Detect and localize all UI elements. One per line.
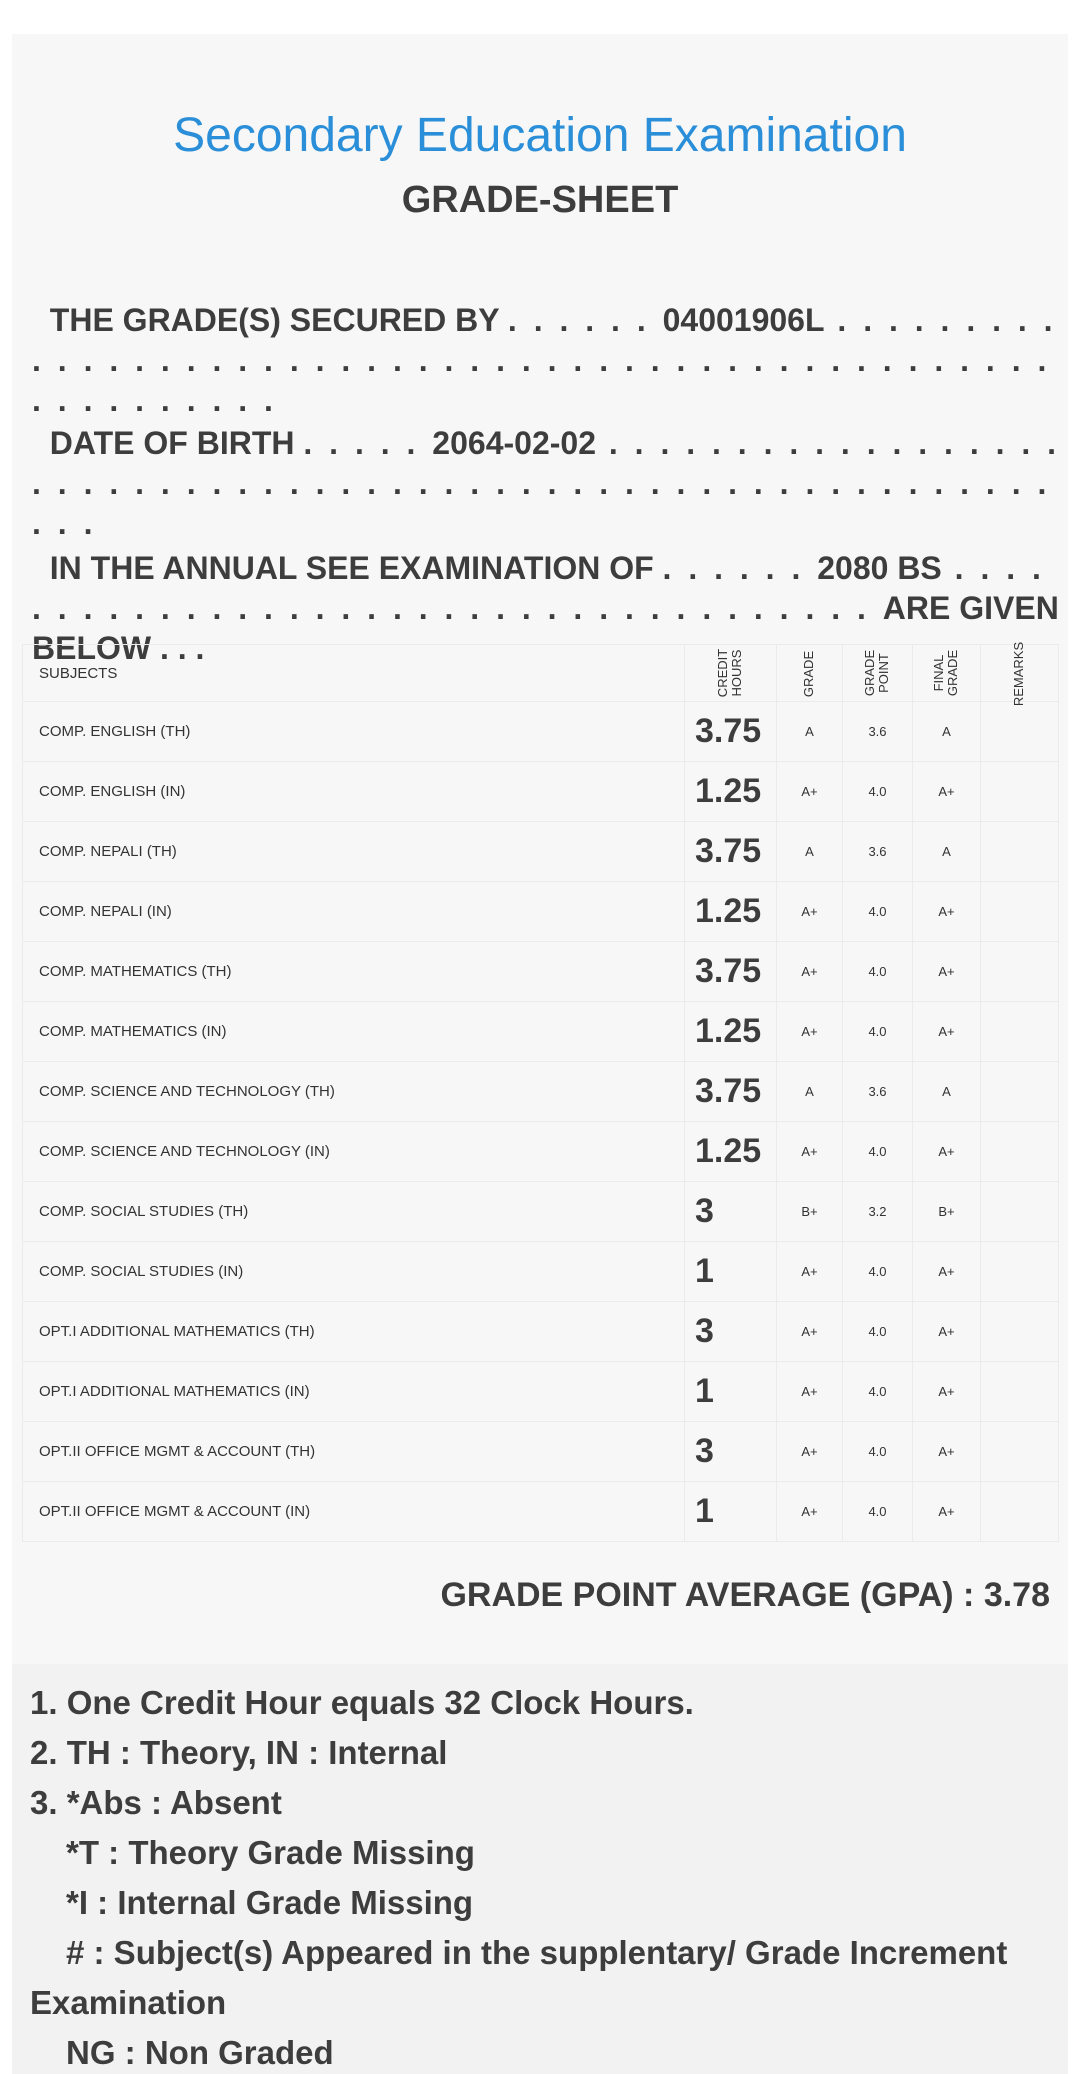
credit-hours-cell: 3 — [685, 1302, 777, 1362]
remarks-cell — [981, 762, 1059, 822]
final-grade-cell: B+ — [913, 1182, 981, 1242]
final-grade-cell: A+ — [913, 1362, 981, 1422]
credit-hours-cell: 1.25 — [685, 1122, 777, 1182]
credit-hours-cell: 1 — [685, 1242, 777, 1302]
remarks-cell — [981, 1422, 1059, 1482]
subject-cell: COMP. ENGLISH (TH) — [23, 702, 685, 762]
final-grade-cell: A+ — [913, 1422, 981, 1482]
gpa-summary: GRADE POINT AVERAGE (GPA) : 3.78 — [440, 1576, 1050, 1614]
subject-cell: COMP. SCIENCE AND TECHNOLOGY (TH) — [23, 1062, 685, 1122]
header-grade-point: GRADE POINT — [843, 645, 913, 702]
note-item: *T : Theory Grade Missing — [66, 1834, 475, 1871]
credit-hours-cell: 3.75 — [685, 1062, 777, 1122]
table-row — [23, 1122, 1059, 1182]
final-grade-cell: A+ — [913, 1482, 981, 1542]
final-grade-cell: A+ — [913, 1122, 981, 1182]
table-row — [23, 882, 1059, 942]
grade-cell: A — [777, 1062, 843, 1122]
final-grade-cell: A — [913, 1062, 981, 1122]
grade-cell: A+ — [777, 1422, 843, 1482]
credit-hours-cell: 3 — [685, 1182, 777, 1242]
subject-cell: COMP. SCIENCE AND TECHNOLOGY (IN) — [23, 1122, 685, 1182]
secured-by-line: THE GRADE(S) SECURED BY . . . . . . 04001906L . . . . . . . . . . . . . . . . . . . . . . . . . . . . . . . . . . . . . . . . . . . . . . . . . . . . . . . . . . . — [32, 302, 1057, 418]
table-row — [23, 942, 1059, 1002]
note-item: NG : Non Graded — [66, 2034, 334, 2071]
grade-point-cell: 4.0 — [843, 942, 913, 1002]
credit-hours-cell: 1.25 — [685, 882, 777, 942]
table-row — [23, 1062, 1059, 1122]
subject-cell: OPT.I ADDITIONAL MATHEMATICS (TH) — [23, 1302, 685, 1362]
grade-point-cell: 4.0 — [843, 1242, 913, 1302]
exam-line: IN THE ANNUAL SEE EXAMINATION OF . . . . . . 2080 BS . . . . . . . . . . . . . . . . . . . . . . . . . . . . . . . . . . . . . ARE GIVEN BELOW . . . — [32, 550, 1059, 666]
exam-label: IN THE ANNUAL SEE EXAMINATION OF — [49, 550, 654, 586]
subject-cell: OPT.II OFFICE MGMT & ACCOUNT (TH) — [23, 1422, 685, 1482]
grade-cell: A+ — [777, 882, 843, 942]
credit-hours-cell: 3 — [685, 1422, 777, 1482]
remarks-cell — [981, 1302, 1059, 1362]
credit-hours-cell: 3.75 — [685, 822, 777, 882]
remarks-cell — [981, 1182, 1059, 1242]
grade-point-cell: 4.0 — [843, 1002, 913, 1062]
sheet-subtitle: GRADE-SHEET — [401, 179, 679, 221]
grade-point-cell: 3.6 — [843, 822, 913, 882]
subject-cell: COMP. SOCIAL STUDIES (TH) — [23, 1182, 685, 1242]
subject-cell: COMP. NEPALI (IN) — [23, 882, 685, 942]
grade-point-cell: 4.0 — [843, 762, 913, 822]
header-remarks: REMARKS — [981, 645, 1059, 702]
grade-point-cell: 3.6 — [843, 1062, 913, 1122]
grade-point-cell: 3.6 — [843, 702, 913, 762]
note-item: # : Subject(s) Appeared in the supplentary/ Grade Increment Examination — [30, 1934, 1008, 2021]
table-row — [23, 1422, 1059, 1482]
remarks-cell — [981, 1002, 1059, 1062]
header-subjects: SUBJECTS — [23, 645, 685, 702]
table-row — [23, 762, 1059, 822]
exam-suffix: ARE GIVEN BELOW . . . — [32, 590, 1059, 666]
secured-by-label: THE GRADE(S) SECURED BY — [49, 302, 500, 338]
grade-point-cell: 4.0 — [843, 1422, 913, 1482]
header-grade: GRADE — [777, 645, 843, 702]
remarks-cell — [981, 1062, 1059, 1122]
table-row — [23, 1362, 1059, 1422]
final-grade-cell: A+ — [913, 942, 981, 1002]
grade-sheet — [12, 34, 1068, 2074]
note-item: *I : Internal Grade Missing — [66, 1884, 474, 1921]
dob-line: DATE OF BIRTH . . . . . 2064-02-02 . . . . . . . . . . . . . . . . . . . . . . . . . . . . . . . . . . . . . . . . . . . . . . . . . . . . . . . . . . . . . — [32, 425, 1061, 541]
grade-point-cell: 4.0 — [843, 1122, 913, 1182]
remarks-cell — [981, 702, 1059, 762]
note-item: 3. *Abs : Absent — [30, 1784, 282, 1821]
final-grade-cell: A+ — [913, 762, 981, 822]
table-row — [23, 1242, 1059, 1302]
grade-cell: A+ — [777, 1362, 843, 1422]
grade-cell: A+ — [777, 1302, 843, 1362]
table-row — [23, 1302, 1059, 1362]
remarks-cell — [981, 1242, 1059, 1302]
remarks-cell — [981, 882, 1059, 942]
remarks-cell — [981, 1122, 1059, 1182]
subject-cell: COMP. SOCIAL STUDIES (IN) — [23, 1242, 685, 1302]
credit-hours-cell: 1.25 — [685, 1002, 777, 1062]
dob-value: 2064-02-02 — [432, 425, 596, 461]
grade-point-cell: 4.0 — [843, 1302, 913, 1362]
grade-cell: A+ — [777, 942, 843, 1002]
subject-cell: OPT.I ADDITIONAL MATHEMATICS (IN) — [23, 1362, 685, 1422]
grades-table — [22, 641, 1059, 1542]
grade-point-cell: 4.0 — [843, 1482, 913, 1542]
credit-hours-cell: 1.25 — [685, 762, 777, 822]
subject-cell: COMP. ENGLISH (IN) — [23, 762, 685, 822]
subject-cell: COMP. MATHEMATICS (IN) — [23, 1002, 685, 1062]
header-credit-hours: CREDIT HOURS — [685, 645, 777, 702]
grade-cell: A — [777, 702, 843, 762]
final-grade-cell: A+ — [913, 1242, 981, 1302]
grade-cell: A+ — [777, 1122, 843, 1182]
note-item: 2. TH : Theory, IN : Internal — [30, 1734, 448, 1771]
table-row — [23, 702, 1059, 762]
table-header-row — [23, 645, 1059, 702]
notes-list — [30, 1678, 1060, 2074]
table-row — [23, 1482, 1059, 1542]
note-item: 1. One Credit Hour equals 32 Clock Hours. — [30, 1684, 694, 1721]
credit-hours-cell: 1 — [685, 1362, 777, 1422]
exam-title: Secondary Education Examination — [173, 109, 907, 162]
credit-hours-cell: 1 — [685, 1482, 777, 1542]
grade-cell: A+ — [777, 1242, 843, 1302]
grade-cell: A+ — [777, 1482, 843, 1542]
dob-label: DATE OF BIRTH — [49, 425, 295, 461]
remarks-cell — [981, 822, 1059, 882]
grade-cell: B+ — [777, 1182, 843, 1242]
subject-cell: OPT.II OFFICE MGMT & ACCOUNT (IN) — [23, 1482, 685, 1542]
remarks-cell — [981, 1482, 1059, 1542]
final-grade-cell: A+ — [913, 1002, 981, 1062]
table-row — [23, 1002, 1059, 1062]
final-grade-cell: A+ — [913, 882, 981, 942]
remarks-cell — [981, 942, 1059, 1002]
final-grade-cell: A — [913, 822, 981, 882]
grade-cell: A+ — [777, 762, 843, 822]
table-row — [23, 1182, 1059, 1242]
credit-hours-cell: 3.75 — [685, 702, 777, 762]
grade-point-cell: 3.2 — [843, 1182, 913, 1242]
symbol-number: 04001906L — [662, 302, 825, 338]
final-grade-cell: A — [913, 702, 981, 762]
table-row — [23, 822, 1059, 882]
exam-year: 2080 BS — [817, 550, 942, 586]
remarks-cell — [981, 1362, 1059, 1422]
header-final-grade: FINAL GRADE — [913, 645, 981, 702]
subject-cell: COMP. NEPALI (TH) — [23, 822, 685, 882]
subject-cell: COMP. MATHEMATICS (TH) — [23, 942, 685, 1002]
credit-hours-cell: 3.75 — [685, 942, 777, 1002]
grade-point-cell: 4.0 — [843, 1362, 913, 1422]
grade-cell: A+ — [777, 1002, 843, 1062]
grade-point-cell: 4.0 — [843, 882, 913, 942]
grade-cell: A — [777, 822, 843, 882]
final-grade-cell: A+ — [913, 1302, 981, 1362]
